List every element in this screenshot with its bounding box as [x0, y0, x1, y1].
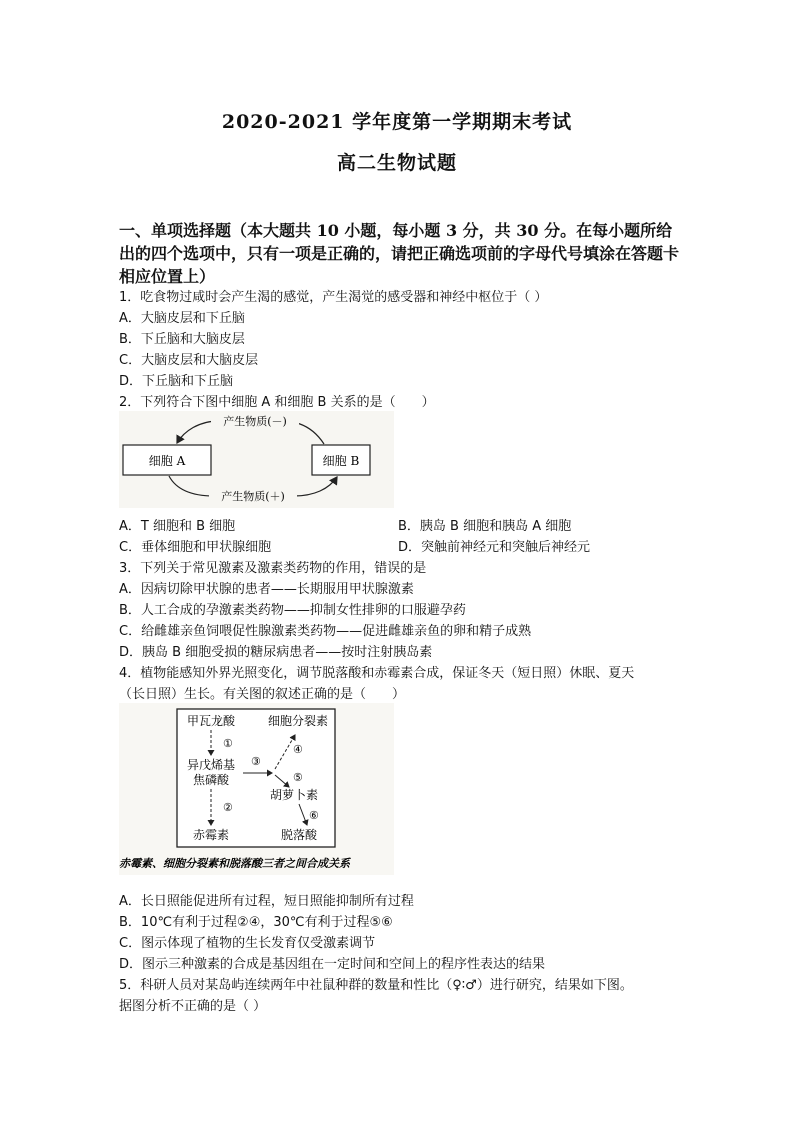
- q4-option-b: B．10℃有利于过程②④，30℃有利于过程⑤⑥: [119, 915, 393, 930]
- q4-option-d: D．图示三种激素的合成是基因组在一定时间和空间上的程序性表达的结果: [119, 957, 546, 972]
- q1-option-a: A．大脑皮层和下丘脑: [119, 311, 245, 326]
- q1-option-d: D．下丘脑和下丘脑: [119, 374, 234, 389]
- mevalonic-acid-label: 甲瓦龙酸: [186, 714, 236, 728]
- q1-stem: 1．吃食物过咸时会产生渴的感觉，产生渴觉的感受器和神经中枢位于（ ）: [119, 290, 548, 305]
- q3-option-c: C．给雌雄亲鱼饲喂促性腺激素类药物——促进雌雄亲鱼的卵和精子成熟: [119, 624, 532, 639]
- aba-label: 脱落酸: [280, 828, 318, 842]
- q3-option-b: B．人工合成的孕激素类药物——抑制女性排卵的口服避孕药: [119, 603, 466, 618]
- ipp-label-line1: 异戊烯基: [186, 758, 236, 772]
- ipp-label-line2: 焦磷酸: [192, 773, 230, 787]
- exam-title: 2020-2021 学年度第一学期期末考试: [221, 111, 573, 133]
- q2-option-d: D．突触前神经元和突触后神经元: [398, 540, 591, 555]
- step1-number: ①: [223, 737, 233, 750]
- step4-number: ④: [293, 743, 303, 756]
- cell-a-label: 细胞 A: [148, 454, 186, 468]
- q3-option-d: D．胰岛 B 细胞受损的糖尿病患者——按时注射胰岛素: [119, 645, 433, 660]
- q5-stem-line1: 5．科研人员对某岛屿连续两年中社鼠种群的数量和性比（♀∶♂）进行研究，结果如下图。: [119, 978, 633, 993]
- q4-stem-line1: 4．植物能感知外界光照变化，调节脱落酸和赤霉素合成，保证冬天（短日照）休眠、夏天: [119, 666, 635, 681]
- top-arrow-label: 产生物质(－): [223, 415, 287, 428]
- q2-option-a: A．T 细胞和 B 细胞: [119, 519, 236, 534]
- cell-b-label: 细胞 B: [322, 454, 360, 468]
- section-heading: 一、单项选择题（本大题共 10 小题，每小题 3 分，共 30 分。在每小题所给出的四个选项中，只有一项是正确的，请把正确选项前的字母代号填涂在答题卡相应位置上）: [119, 221, 680, 286]
- q3-stem: 3．下列关于常见激素及激素类药物的作用，错误的是: [119, 561, 427, 576]
- q2-stem: 2．下列符合下图中细胞 A 和细胞 B 关系的是（ ）: [119, 395, 435, 410]
- q4-option-a: A．长日照能促进所有过程，短日照能抑制所有过程: [119, 894, 414, 909]
- q1-option-c: C．大脑皮层和大脑皮层: [119, 353, 259, 368]
- q2-figure: [119, 411, 394, 508]
- step6-number: ⑥: [309, 809, 319, 822]
- step3-number: ③: [251, 755, 261, 768]
- step2-number: ②: [223, 801, 233, 814]
- exam-subtitle: 高二生物试题: [336, 152, 457, 174]
- q5-stem-line2: 据图分析不正确的是（ ）: [119, 999, 267, 1014]
- q3-option-a: A．因病切除甲状腺的患者——长期服用甲状腺激素: [119, 582, 414, 597]
- carotene-label: 胡萝卜素: [269, 788, 319, 802]
- q4-stem-line2: （长日照）生长。有关图的叙述正确的是（ ）: [119, 687, 406, 702]
- gibberellin-label: 赤霉素: [192, 828, 230, 842]
- cytokinin-label: 细胞分裂素: [267, 714, 329, 728]
- q2-option-c: C．垂体细胞和甲状腺细胞: [119, 540, 272, 555]
- step5-number: ⑤: [293, 771, 303, 784]
- q1-option-b: B．下丘脑和大脑皮层: [119, 332, 245, 347]
- figure-caption: 赤霉素、细胞分裂素和脱落酸三者之间合成关系: [119, 857, 350, 870]
- q2-option-b: B．胰岛 B 细胞和胰岛 A 细胞: [398, 519, 572, 534]
- q4-option-c: C．图示体现了植物的生长发育仅受激素调节: [119, 936, 376, 951]
- q4-figure: [119, 703, 394, 875]
- bottom-arrow-label: 产生物质(＋): [221, 490, 285, 503]
